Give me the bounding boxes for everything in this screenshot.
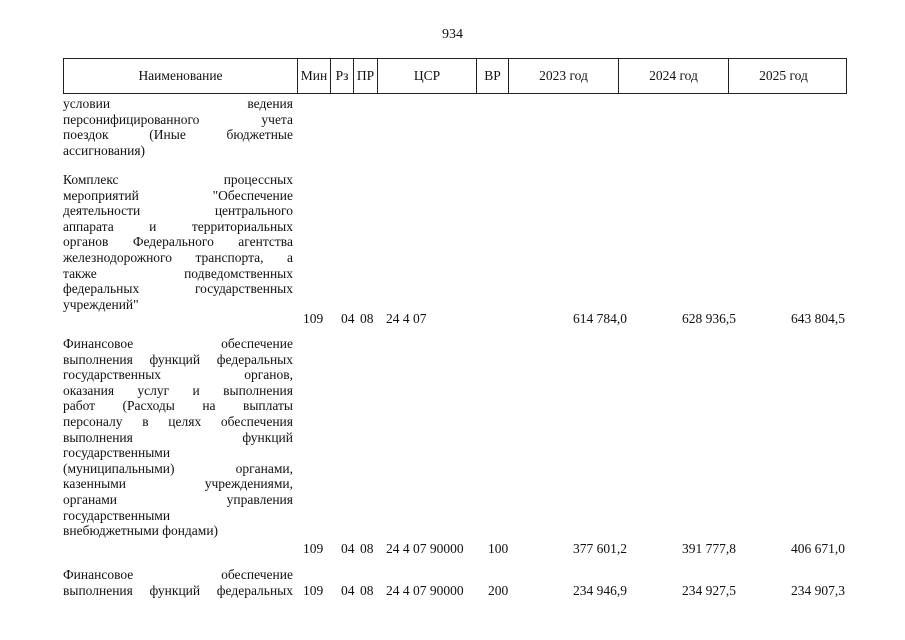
row-name	[63, 336, 293, 539]
cell-2023: 377 601,2	[573, 541, 627, 556]
name-line: органов Федерального агентства	[63, 234, 293, 250]
cell-2025: 406 671,0	[791, 541, 845, 556]
cell-2024: 628 936,5	[682, 311, 736, 326]
cell-pr: 08	[360, 541, 374, 556]
header-pr: ПР	[354, 59, 378, 93]
name-line: работ (Расходы на выплаты	[63, 398, 293, 414]
name-line: выполнения функций	[63, 429, 293, 445]
row-name	[63, 96, 293, 158]
name-line: оказания услуг и выполнения	[63, 382, 293, 398]
header-csr: ЦСР	[378, 59, 477, 93]
header-2025: 2025 год	[759, 68, 808, 83]
cell-vr: 100	[488, 541, 509, 556]
cell-2025: 234 907,3	[791, 583, 845, 598]
name-line: аппарата и территориальных	[63, 218, 293, 234]
table-header	[63, 58, 847, 94]
name-line: также подведомственных	[63, 265, 293, 281]
cell-2024: 391 777,8	[682, 541, 736, 556]
name-line: Финансовое обеспечение	[63, 336, 293, 351]
row-name	[63, 567, 293, 598]
cell-rz: 04	[341, 311, 355, 326]
name-line: Комплекс процессных	[63, 172, 293, 187]
name-line: учреждений"	[63, 296, 139, 312]
header-rz: Рз	[331, 59, 354, 93]
name-line: федеральных государственных	[63, 281, 293, 297]
name-line: органами управления	[63, 491, 293, 507]
name-line: деятельности центрального	[63, 203, 293, 219]
name-line: поездок (Иные бюджетные	[63, 127, 293, 143]
cell-rz: 04	[341, 583, 355, 598]
name-line: железнодорожного транспорта, а	[63, 249, 293, 265]
cell-vr: 200	[488, 583, 509, 598]
cell-rz: 04	[341, 541, 355, 556]
name-line: (муниципальными) органами,	[63, 460, 293, 476]
cell-csr: 24 4 07 90000	[386, 541, 464, 556]
cell-min: 109	[303, 583, 324, 598]
name-line: внебюджетными фондами)	[63, 523, 219, 539]
name-line: выполнения функций федеральных	[63, 582, 293, 598]
page-number: 934	[442, 27, 463, 42]
header-name: Наименование	[64, 59, 298, 93]
cell-csr: 24 4 07 90000	[386, 583, 464, 598]
name-line: государственных органов,	[63, 367, 293, 383]
cell-min: 109	[303, 541, 324, 556]
name-line: государственными	[63, 445, 171, 461]
name-line: ассигнования)	[63, 142, 146, 158]
header-vr: ВР	[477, 59, 509, 93]
cell-pr: 08	[360, 583, 374, 598]
header-2024: 2024 год	[619, 59, 729, 93]
cell-2024: 234 927,5	[682, 583, 736, 598]
name-line: государственными	[63, 507, 171, 523]
name-line: выполнения функций федеральных	[63, 351, 293, 367]
cell-2025: 643 804,5	[791, 311, 845, 326]
name-line: персоналу в целях обеспечения	[63, 413, 293, 429]
name-line: условии ведения	[63, 96, 293, 111]
cell-csr: 24 4 07	[386, 311, 427, 326]
name-line: Финансовое обеспечение	[63, 567, 293, 582]
cell-min: 109	[303, 311, 324, 326]
name-line: мероприятий "Обеспечение	[63, 187, 293, 203]
cell-pr: 08	[360, 311, 374, 326]
cell-2023: 614 784,0	[573, 311, 627, 326]
name-line: казенными учреждениями,	[63, 476, 293, 492]
header-2023: 2023 год	[509, 59, 619, 93]
header-min: Мин	[298, 59, 331, 93]
cell-2023: 234 946,9	[573, 583, 627, 598]
row-name	[63, 172, 293, 312]
name-line: персонифицированного учета	[63, 111, 293, 127]
